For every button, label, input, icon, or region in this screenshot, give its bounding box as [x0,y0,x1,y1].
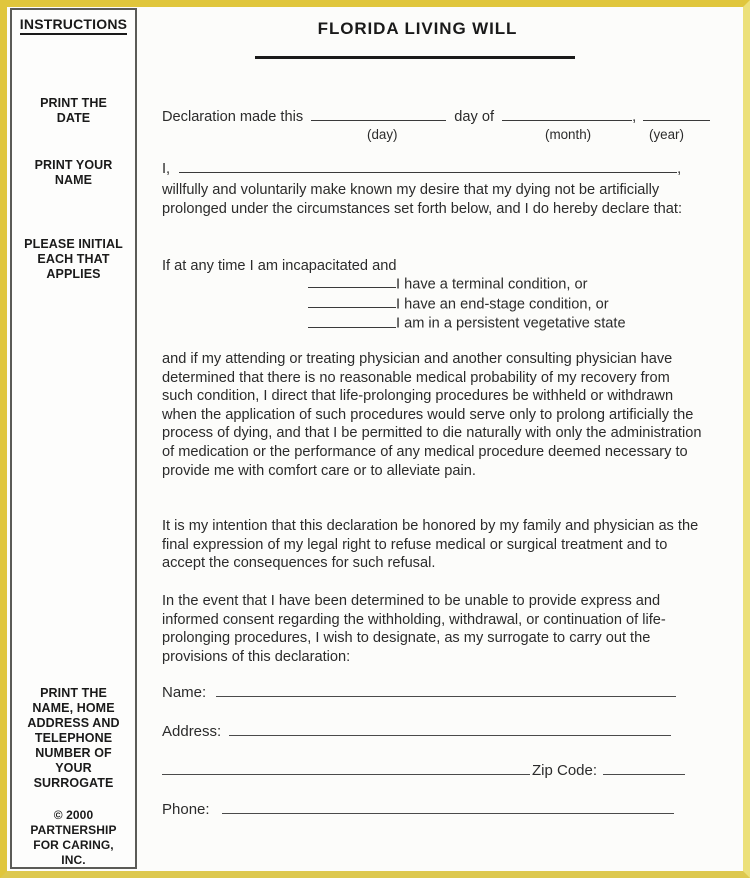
condition-option-row [162,275,702,295]
document-sheet [7,7,743,871]
conditions-intro-text: If at any time I am incapacitated and [162,258,397,274]
instruction-please-initial: PLEASE INITIAL EACH THAT APPLIES [24,237,123,281]
condition-option-row [162,314,702,334]
condition-option-label: I have a terminal condition, or [396,276,588,293]
instruction-print-the-date: PRINT THE DATE [40,96,107,125]
zip-code-field-label: Zip Code: [532,761,598,779]
name-input-field[interactable] [216,682,676,697]
initial-blank-terminal[interactable] [308,275,396,288]
year-sublabel: (year) [649,127,684,142]
condition-option-label: I have an end-stage condition, or [396,296,609,313]
declarant-name-line [162,160,707,179]
phone-field-label: Phone: [162,800,210,818]
phone-input-field[interactable] [222,799,674,814]
condition-option-row [162,295,702,315]
initial-blank-vegetative[interactable] [308,314,396,327]
zip-code-input-field[interactable] [603,760,685,775]
address-field-label: Address: [162,722,222,740]
form-row-address [162,721,707,740]
title-underline-rule [255,56,575,59]
name-line-comma: , [677,161,682,177]
initial-blank-end-stage[interactable] [308,295,396,308]
i-prefix-label: I, [162,161,171,177]
intention-paragraph: It is my intention that this declaration be honored by my family and physician as the final expression of my legal right to refuse medical or surgical treatment and to accept the consequences for such refusal. [162,518,699,572]
month-blank-field[interactable] [502,108,632,121]
instructions-heading-label: INSTRUCTIONS [20,16,127,35]
name-field-label: Name: [162,683,207,701]
year-blank-field[interactable] [643,108,710,121]
copyright-notice: © 2000 PARTNERSHIP FOR CARING, INC. [30,808,117,867]
day-blank-field[interactable] [311,108,446,121]
form-row-name [162,682,707,701]
form-row-phone [162,799,707,818]
declaration-comma: , [632,109,637,125]
declarant-name-blank-field[interactable] [179,160,677,173]
declaration-body-text: willfully and voluntarily make known my desire that my dying not be artificially prolonged under the circumstances set forth below, and I do hereby declare that: [162,182,683,217]
form-row-zip [162,760,707,779]
instructions-heading [12,16,135,32]
instructions-panel [10,8,137,869]
conditions-option-list [162,275,702,334]
physician-determination-paragraph: and if my attending or treating physician and another consulting physician have determined that there is no reasonable medical probability of my recovery from such condition, I direct that life-prolonging procedures be withheld or withdrawn when the application of such procedures would serve only to prolong artificially the process of dying, and that I be permitted to die naturally with only the administration of medication or the performance of any medical procedure deemed necessary to provide me with comfort care or to alleviate pain. [162,351,702,479]
instruction-print-surrogate: PRINT THE NAME, HOME ADDRESS AND TELEPHONE NUMBER OF YOUR SURROGATE [27,686,120,790]
address-line2-input-field[interactable] [162,760,530,775]
declaration-date-line [162,108,707,127]
instruction-print-your-name: PRINT YOUR NAME [34,158,113,187]
address-input-field[interactable] [229,721,671,736]
declaration-lead-in-label: Declaration made this [162,109,304,125]
surrogate-designation-paragraph: In the event that I have been determined to be unable to provide express and informed consent regarding the withholding, withdrawal, or continuation of life-prolonging procedures, I wish to designate, as my surrogate to carry out the provisions of this declaration: [162,593,666,665]
day-sublabel: (day) [367,127,398,142]
document-body [145,7,743,871]
condition-option-label: I am in a persistent vegetative state [396,315,626,332]
month-sublabel: (month) [545,127,592,142]
day-of-label: day of [454,109,495,125]
page-title: FLORIDA LIVING WILL [317,19,518,38]
scan-watermark [293,825,373,841]
